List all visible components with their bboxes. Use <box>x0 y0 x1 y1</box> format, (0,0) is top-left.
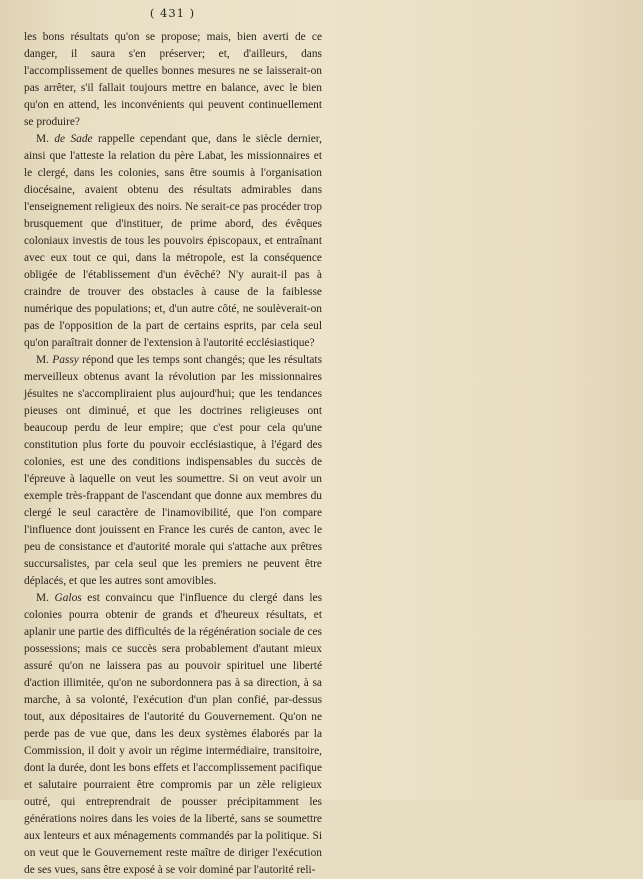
paragraph-text: répond que les temps sont changés; que les résultats merveilleux obtenus avant la révolution par les missionnaires jésuites ne s'accompliraient plus aujourd'hui; que les tendances pieuses ont diminué, et que les doctrines religieuses ont beaucoup perdu de leur empire; que c'est pour cela qu'une constitution plus forte du pouvoir ecclésiastique, à l'égard des colonies, est une des conditions indispensables du succès de l'épreuve à laquelle on veut les soumettre. Si on veut avoir un exemple très-frappant de l'ascendant que donne aux membres du clergé le seul caractère de l'inamovibilité, que l'on compare l'influence dont jouissent en France les curés de canton, avec le peu de consistance et d'autorité morale qui s'attache aux prêtres succursalistes, par cela seul que les premiers ne peuvent être déplacés, et que les autres sont amovibles. <box>24 354 323 587</box>
paragraph-de-sade <box>24 131 322 352</box>
speaker-prefix: M. <box>36 354 53 366</box>
paragraph-continuation <box>24 29 322 131</box>
paragraph-passy <box>24 352 322 590</box>
speaker-name: Passy <box>52 354 79 366</box>
speaker-prefix: M. <box>36 592 55 604</box>
paragraph-galos <box>24 590 322 879</box>
paragraph-text: les bons résultats qu'on se propose; mais, bien averti de ce danger, il saura s'en préserver; et, d'ailleurs, dans l'accomplissement de quelles bonnes mesures ne se laisserait-on pas arrêter, s'il fallait toujours mettre en balance, avec le bien qu'on en attend, les inconvénients qui peuvent continuellement se produire? <box>24 31 322 128</box>
speaker-name: Galos <box>54 592 82 604</box>
paragraph-text: est convaincu que l'influence du clergé dans les colonies pourra obtenir de grands et d'heureux résultats, et aplanir une partie des difficultés de la régénération sociale de ces possessions; mais ce succès sera probablement d'autant mieux assuré qu'on ne laissera pas au pouvoir spirituel une liberté d'action illimitée, qu'on ne subordonnera pas à sa direction, à sa marche, à sa volonté, l'exécution d'un plan confié, par-dessus tout, aux dépositaires de l'autorité du Gouvernement. Qu'on ne perde pas de vue que, dans les deux systèmes élaborés par la Commission, il doit y avoir un régime intermédiaire, transitoire, dont la durée, dont les bons effets et l'accomplissement pacifique et salutaire pourraient être compromis par un zèle religieux outré, qui entreprendrait de pousser précipitamment les générations noires dans les voies de la liberté, sans se soumettre aux lenteurs et aux ménagements commandés par la politique. Si on veut que le Gouvernement reste maître de diriger l'exécution de ses vues, sans être exposé à se voir dominé par l'autorité reli- <box>24 592 322 876</box>
body-text <box>24 29 322 879</box>
speaker-name: de Sade <box>54 133 93 145</box>
paragraph-text: rappelle cependant que, dans le siècle dernier, ainsi que l'atteste la relation du père Labat, les missionnaires et le clergé, dans les colonies, sans être soumis à l'organisation diocésaine, avaient obtenu des résultats admirables dans l'enseignement religieux des noirs. Ne serait-ce pas procéder trop brusquement que d'instituer, de prime abord, des évêques coloniaux investis de tous les pouvoirs épiscopaux, et entraînant avec eux tout ce qui, dans la métropole, est la conséquence obligée de l'établissement d'un évêché? N'y aurait-il pas à craindre de trouver des obstacles à cause de la faiblesse numérique des populations; et, d'un autre côté, ne soulèverait-on pas de l'opposition de la part de certains esprits, par cela seul qu'on paraîtrait donner de l'extension à l'autorité ecclésiastique? <box>24 133 322 349</box>
speaker-prefix: M. <box>36 133 55 145</box>
page-number: ( 431 ) <box>149 6 196 20</box>
